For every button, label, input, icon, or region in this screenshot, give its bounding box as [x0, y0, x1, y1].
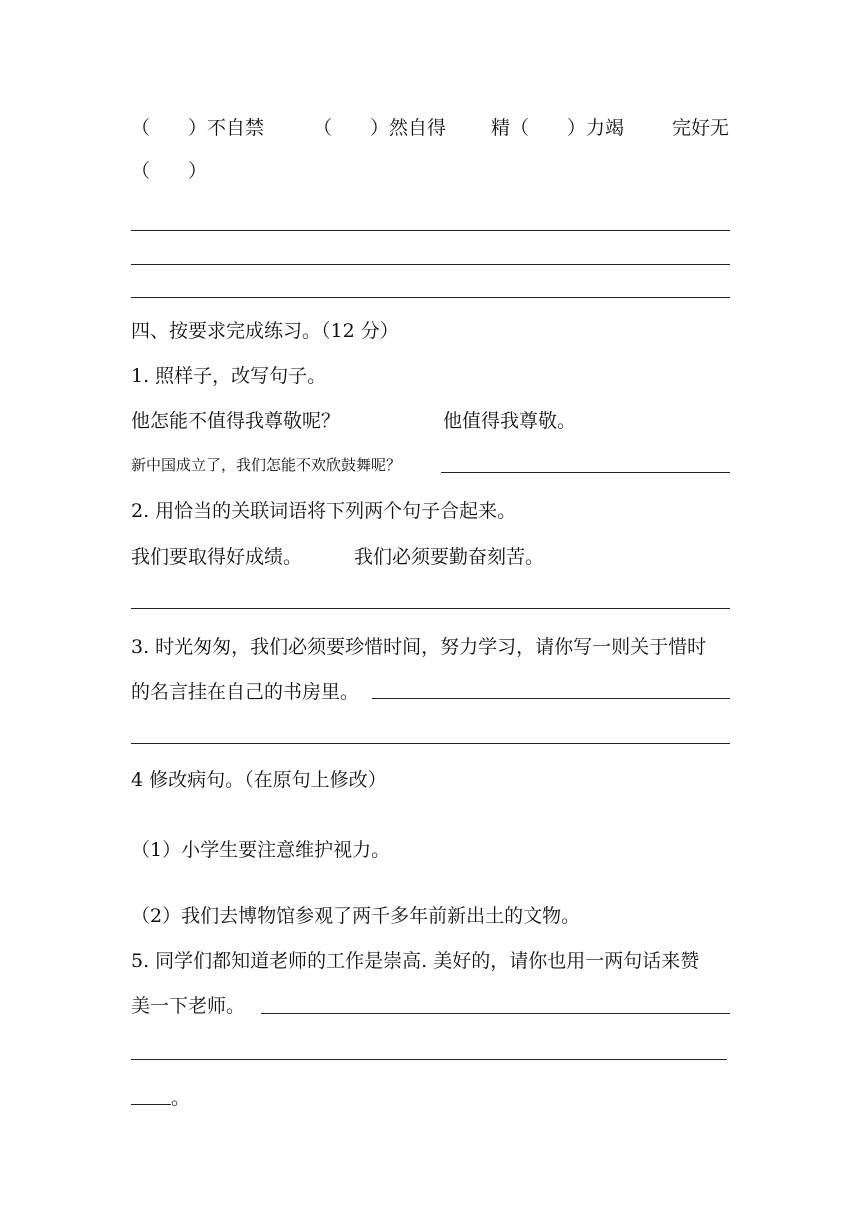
idiom-item-4-part1: 完好无: [672, 117, 730, 139]
question-2-sentence-b: 我们必须要勤奋刻苦。: [354, 546, 545, 568]
idiom-item-2: （ ）然自得: [313, 117, 447, 139]
idiom-item-3: 精（ ）力竭: [491, 117, 625, 139]
question-5-end-period: 。: [171, 1087, 191, 1109]
answer-line[interactable]: [441, 472, 730, 473]
question-2-prompt: 2. 用恰当的关联词语将下列两个句子合起来。: [131, 500, 517, 522]
idiom-item-1: （ ）不自禁: [131, 117, 265, 139]
question-3-line-2: 的名言挂在自己的书房里。: [131, 681, 360, 703]
question-5-line-1: 5. 同学们都知道老师的工作是崇高. 美好的，请你也用一两句话来赞: [131, 950, 700, 972]
question-5-line-2: 美一下老师。: [131, 995, 246, 1017]
answer-line[interactable]: [131, 297, 730, 298]
answer-line[interactable]: [131, 230, 730, 231]
example-original-sentence: 他怎能不值得我尊敬呢？: [131, 410, 341, 432]
answer-line[interactable]: [372, 698, 730, 699]
answer-line[interactable]: [131, 608, 730, 609]
question-2-sentence-a: 我们要取得好成绩。: [131, 546, 303, 568]
question-3-line-1: 3. 时光匆匆，我们必须要珍惜时间，努力学习，请你写一则关于惜时: [131, 636, 707, 658]
question-1-prompt: 1. 照样子，改写句子。: [131, 365, 327, 387]
answer-line[interactable]: [131, 743, 730, 744]
question-1-task: 新中国成立了，我们怎能不欢欣鼓舞呢？: [131, 456, 402, 474]
question-4-sentence-1: （1）小学生要注意维护视力。: [131, 839, 391, 861]
idiom-item-4-part2: （ ）: [131, 160, 208, 182]
answer-line[interactable]: [131, 1059, 727, 1060]
example-rewritten-sentence: 他值得我尊敬。: [443, 410, 577, 432]
answer-line[interactable]: [131, 1104, 171, 1105]
question-4-sentence-2: （2）我们去博物馆参观了两千多年前新出土的文物。: [131, 905, 581, 927]
question-4-prompt: 4 修改病句。（在原句上修改）: [131, 769, 387, 791]
section-heading: 四、按要求完成练习。（12 分）: [131, 320, 399, 342]
answer-line[interactable]: [261, 1013, 730, 1014]
answer-line[interactable]: [131, 264, 730, 265]
